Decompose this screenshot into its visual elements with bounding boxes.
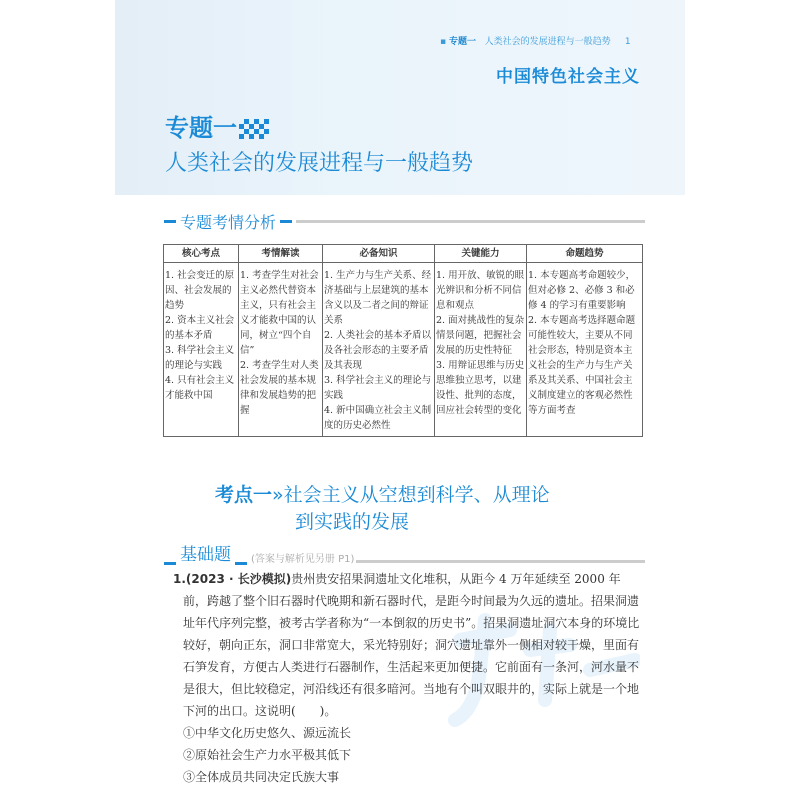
column-header: 关键能力 — [435, 245, 527, 263]
running-header: ▪ 专题一 人类社会的发展进程与一般趋势 1 — [440, 37, 631, 47]
table-cell: 1. 生产力与生产关系、经济基础与上层建筑的基本含义以及二者之间的辩证关系 2. 人类社会的基本矛盾以及各社会形态的主要矛盾及其表现 3. 科学社会主义的理论与实践 4. 新中国确立社会主义制度的历史必然性 — [323, 263, 435, 437]
chapter-title: 人类社会的发展进程与一般趋势 — [165, 151, 474, 176]
analysis-heading — [160, 210, 645, 233]
running-header-label: 专题一 — [448, 37, 476, 47]
kaodian-title-line1: 社会主义从空想到科学、从理论 — [283, 484, 550, 506]
table-cell: 1. 本专题高考命题较少，但对必修 2、必修 3 和必修 4 的学习有重要影响 2. 本专题高考选择题命题可能性较大，主要从不同社会形态，特别是资本主义社会的生产力与生产关系及其关系、中国社会主义制度建立的客观必然性等方面考查 — [527, 263, 643, 437]
book-title: 中国特色社会主义 — [496, 67, 640, 87]
option: ③全体成员共同决定氏族大事 — [183, 770, 340, 784]
question-body: 贵州贵安招果洞遗址文化堆积，从距今 4 万年延续至 2000 年前，跨越了整个旧石器时代晚期和新石器时代，是距今时间最为久远的遗址。招果洞遗址年代序列完整，被考古学者称为“一本倒叙的历史书”。招果洞遗址洞穴本身的环境比较好，朝向正东，洞口非常宽大，采光特别好；洞穴遗址靠外一侧相对较干燥，里面有石笋发育，方便古人类进行石器制作，生活起来更加便捷。它前面有一条河，河水量不是很大，但比较稳定，河沿线还有很多暗河。当地有个叫双眼井的，实际上就是一个地下河的出口。这说明( )。 — [183, 572, 640, 718]
option: ①中华文化历史悠久、源远流长 — [183, 726, 352, 740]
kaodian-title-line2: 到实践的发展 — [295, 511, 410, 533]
page-number: 1 — [624, 37, 631, 47]
analysis-table — [163, 244, 643, 437]
analysis-heading-text: 专题考情分析 — [180, 213, 277, 232]
kaodian-label: 考点一 — [215, 484, 273, 506]
column-header: 命题趋势 — [527, 245, 643, 263]
table-row — [164, 263, 643, 437]
double-chevron-icon: » — [272, 484, 284, 506]
running-header-title: 人类社会的发展进程与一般趋势 — [484, 37, 611, 47]
column-header: 考情解读 — [239, 245, 323, 263]
basic-heading — [160, 540, 645, 565]
question-lead: 1.(2023 · 长沙模拟) — [173, 572, 292, 586]
question-1 — [173, 568, 643, 788]
column-header: 必备知识 — [323, 245, 435, 263]
basic-heading-text: 基础题 — [180, 545, 231, 565]
chapter-label-text: 专题一 — [165, 114, 237, 142]
option: ②原始社会生产力水平极其低下 — [183, 748, 352, 762]
column-header: 核心考点 — [164, 245, 239, 263]
answer-note: (答案与解析见另册 P1) — [251, 554, 355, 565]
table-cell: 1. 用开放、敏锐的眼光辨识和分析不同信息和观点 2. 面对挑战性的复杂情景问题，把握社会发展的历史性特征 3. 用辩证思维与历史思维独立思考，以建设性、批判的态度，回应社会转型的变化 — [435, 263, 527, 437]
chapter-label — [165, 108, 269, 143]
table-cell: 1. 考查学生对社会主义必然代替资本主义，只有社会主义才能救中国的认同，树立“四个自信” 2. 考查学生对人类社会发展的基本规律和发展趋势的把握 — [239, 263, 323, 437]
table-cell: 1. 社会变迁的原因、社会发展的趋势 2. 资本主义社会的基本矛盾 3. 科学社会主义的理论与实践 4. 只有社会主义才能救中国 — [164, 263, 239, 437]
table-header-row — [164, 245, 643, 263]
checker-icon — [239, 119, 269, 139]
kaodian-heading — [215, 482, 550, 536]
